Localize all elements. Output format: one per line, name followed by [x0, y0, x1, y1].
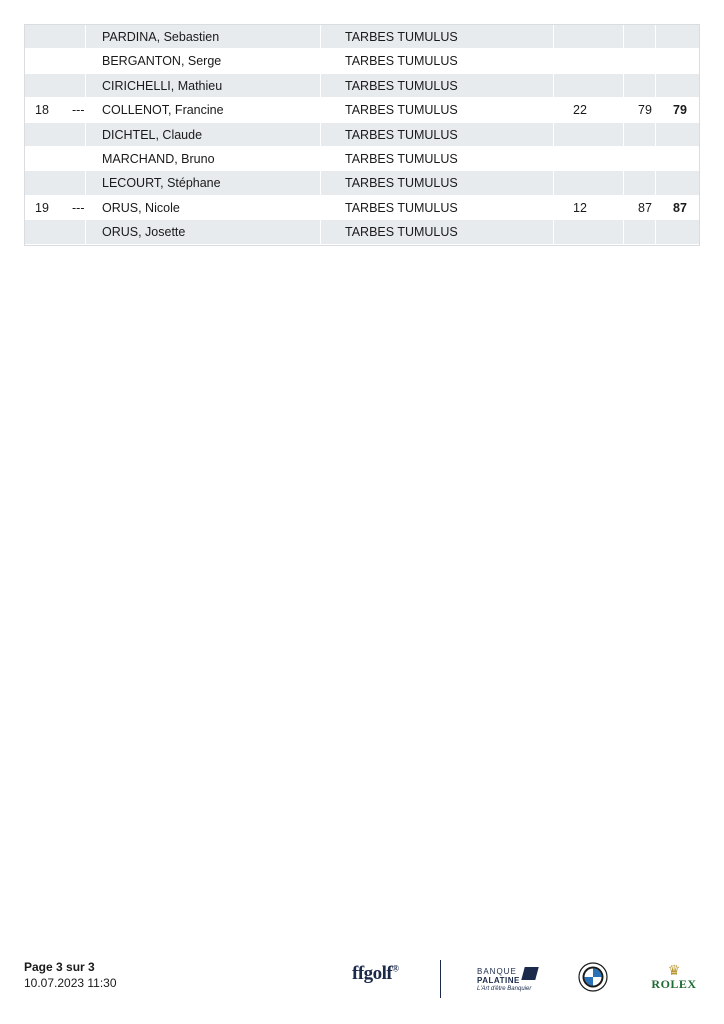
column-divider [85, 171, 86, 194]
column-divider [320, 171, 321, 194]
column-divider [85, 196, 86, 219]
column-divider [85, 147, 86, 170]
rolex-logo [648, 963, 700, 992]
column-divider [623, 123, 624, 146]
column-divider [623, 196, 624, 219]
page-number: Page 3 sur 3 [24, 960, 95, 974]
ffgolf-registered-mark: ® [392, 963, 399, 974]
column-divider [320, 49, 321, 72]
net-score-cell: 79 [638, 103, 652, 118]
handicap-cell: 12 [573, 200, 587, 215]
column-divider [553, 196, 554, 219]
print-datetime: 10.07.2023 11:30 [24, 976, 117, 990]
banque-tagline: L'Art d'être Banquier [477, 986, 532, 992]
table-row [25, 171, 699, 195]
player-name-cell: DICHTEL, Claude [102, 127, 203, 142]
column-divider [655, 147, 656, 170]
column-divider [85, 123, 86, 146]
club-cell: TARBES TUMULUS [345, 225, 458, 240]
column-divider [623, 171, 624, 194]
table-row [25, 25, 699, 49]
total-score-cell: 79 [673, 103, 687, 118]
club-cell: TARBES TUMULUS [345, 127, 458, 142]
column-divider [623, 98, 624, 121]
club-cell: TARBES TUMULUS [345, 78, 458, 93]
column-divider [623, 25, 624, 48]
column-divider [655, 25, 656, 48]
club-cell: TARBES TUMULUS [345, 103, 458, 118]
column-divider [623, 74, 624, 97]
club-cell: TARBES TUMULUS [345, 200, 458, 215]
bmw-logo-icon [578, 962, 608, 992]
column-divider [85, 220, 86, 243]
table-row [25, 147, 699, 171]
column-divider [320, 74, 321, 97]
player-name-cell: COLLENOT, Francine [102, 103, 224, 118]
column-divider [553, 123, 554, 146]
ffgolf-wordmark: ffgolf [352, 963, 393, 984]
table-row [25, 74, 699, 98]
total-score-cell: 87 [673, 200, 687, 215]
footer-divider [440, 960, 441, 998]
player-name-cell: MARCHAND, Bruno [102, 151, 215, 166]
column-divider [553, 220, 554, 243]
table-row [25, 123, 699, 147]
club-cell: TARBES TUMULUS [345, 176, 458, 191]
column-divider [553, 74, 554, 97]
column-divider [655, 171, 656, 194]
position-change-cell: --- [72, 200, 85, 215]
column-divider [85, 25, 86, 48]
column-divider [85, 74, 86, 97]
column-divider [320, 196, 321, 219]
column-divider [655, 49, 656, 72]
column-divider [553, 147, 554, 170]
results-table [24, 24, 700, 246]
table-row [25, 98, 699, 122]
table-row [25, 49, 699, 73]
club-cell: TARBES TUMULUS [345, 151, 458, 166]
column-divider [320, 147, 321, 170]
player-name-cell: ORUS, Nicole [102, 200, 180, 215]
column-divider [655, 220, 656, 243]
banque-palatine-mark-icon [521, 967, 538, 980]
banque-palatine-logo [477, 967, 531, 994]
club-cell: TARBES TUMULUS [345, 30, 458, 44]
table-row [25, 220, 699, 244]
rank-cell: 18 [35, 103, 49, 118]
position-change-cell: --- [72, 103, 85, 118]
column-divider [85, 49, 86, 72]
column-divider [85, 98, 86, 121]
column-divider [553, 98, 554, 121]
column-divider [655, 123, 656, 146]
column-divider [655, 74, 656, 97]
rank-cell: 19 [35, 200, 49, 215]
table-row [25, 196, 699, 220]
column-divider [320, 98, 321, 121]
column-divider [320, 123, 321, 146]
handicap-cell: 22 [573, 103, 587, 118]
ffgolf-logo [352, 963, 399, 985]
column-divider [623, 220, 624, 243]
column-divider [553, 171, 554, 194]
player-name-cell: ORUS, Josette [102, 225, 186, 240]
banque-line2: PALATINE [477, 976, 520, 985]
player-name-cell: PARDINA, Sebastien [102, 30, 220, 44]
player-name-cell: CIRICHELLI, Mathieu [102, 78, 223, 93]
column-divider [320, 25, 321, 48]
column-divider [623, 49, 624, 72]
net-score-cell: 87 [638, 200, 652, 215]
column-divider [320, 220, 321, 243]
column-divider [553, 49, 554, 72]
page-footer [24, 959, 117, 991]
player-name-cell: BERGANTON, Serge [102, 54, 222, 69]
column-divider [553, 25, 554, 48]
club-cell: TARBES TUMULUS [345, 54, 458, 69]
rolex-crown-icon: ♛ [667, 962, 681, 978]
banque-line1: BANQUE [477, 967, 517, 976]
player-name-cell: LECOURT, Stéphane [102, 176, 221, 191]
rolex-wordmark: ROLEX [651, 977, 697, 991]
column-divider [623, 147, 624, 170]
